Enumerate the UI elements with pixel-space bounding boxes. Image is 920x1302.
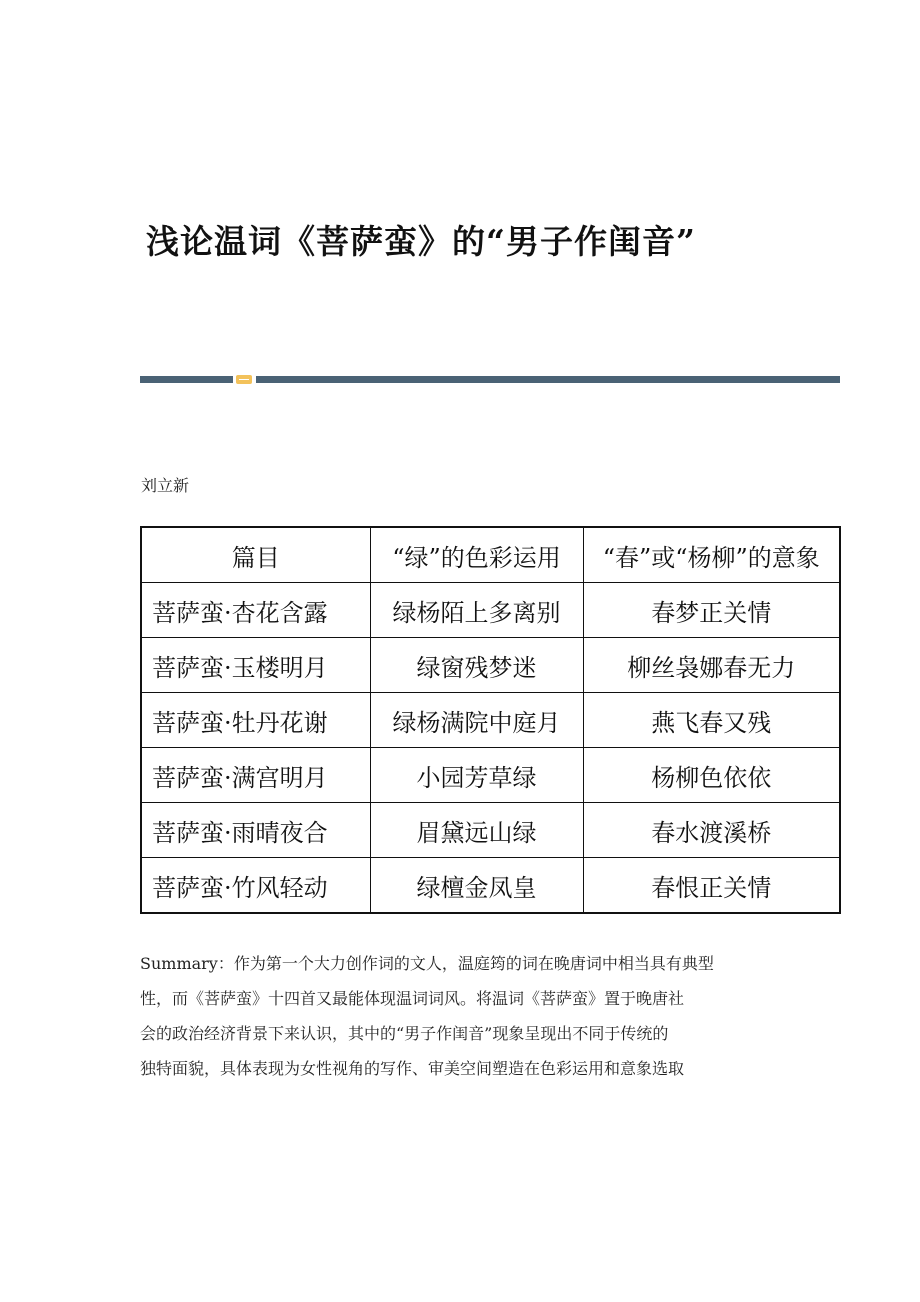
header-title: 篇目	[141, 527, 370, 583]
table-row	[141, 583, 840, 638]
poem-title-cell: 菩萨蛮·牡丹花谢	[141, 693, 370, 748]
green-usage-cell: 绿杨陌上多离别	[370, 583, 583, 638]
green-usage-cell: 绿檀金凤皇	[370, 858, 583, 914]
document-title: 浅论温词《菩萨蛮》的“男子作闺音”	[146, 222, 696, 261]
poem-title-cell: 菩萨蛮·竹风轻动	[141, 858, 370, 914]
green-usage-cell: 小园芳草绿	[370, 748, 583, 803]
green-usage-cell: 绿窗残梦迷	[370, 638, 583, 693]
poem-title-cell: 菩萨蛮·杏花含露	[141, 583, 370, 638]
summary-line: Summary：作为第一个大力创作词的文人，温庭筠的词在晚唐词中相当具有典型	[140, 954, 714, 973]
title-divider	[140, 375, 840, 384]
divider-bar-right	[256, 376, 840, 383]
imagery-cell: 杨柳色依依	[583, 748, 840, 803]
summary-line: 性，而《菩萨蛮》十四首又最能体现温词词风。将温词《菩萨蛮》置于晚唐社	[140, 989, 685, 1008]
poem-title-cell: 菩萨蛮·雨晴夜合	[141, 803, 370, 858]
divider-bar-left	[140, 376, 233, 383]
green-usage-cell: 眉黛远山绿	[370, 803, 583, 858]
divider-ornament-icon	[236, 375, 252, 384]
table-row	[141, 693, 840, 748]
table-header-row	[141, 527, 840, 583]
table-row	[141, 803, 840, 858]
summary-line: 独特面貌，具体表现为女性视角的写作、审美空间塑造在色彩运用和意象选取	[140, 1059, 685, 1078]
table-row	[141, 748, 840, 803]
table-row	[141, 638, 840, 693]
imagery-cell: 春水渡溪桥	[583, 803, 840, 858]
author-name: 刘立新	[141, 476, 190, 495]
imagery-cell: 春梦正关情	[583, 583, 840, 638]
summary-line: 会的政治经济背景下来认识，其中的“男子作闺音”现象呈现出不同于传统的	[140, 1024, 669, 1043]
summary-paragraph	[140, 946, 800, 1086]
table-row	[141, 858, 840, 914]
poem-title-cell: 菩萨蛮·满宫明月	[141, 748, 370, 803]
poem-comparison-table	[140, 526, 841, 914]
imagery-cell: 燕飞春又残	[583, 693, 840, 748]
imagery-cell: 春恨正关情	[583, 858, 840, 914]
imagery-cell: 柳丝袅娜春无力	[583, 638, 840, 693]
poem-title-cell: 菩萨蛮·玉楼明月	[141, 638, 370, 693]
header-spring-willow-imagery: “春”或“杨柳”的意象	[583, 527, 840, 583]
header-green-usage: “绿”的色彩运用	[370, 527, 583, 583]
green-usage-cell: 绿杨满院中庭月	[370, 693, 583, 748]
